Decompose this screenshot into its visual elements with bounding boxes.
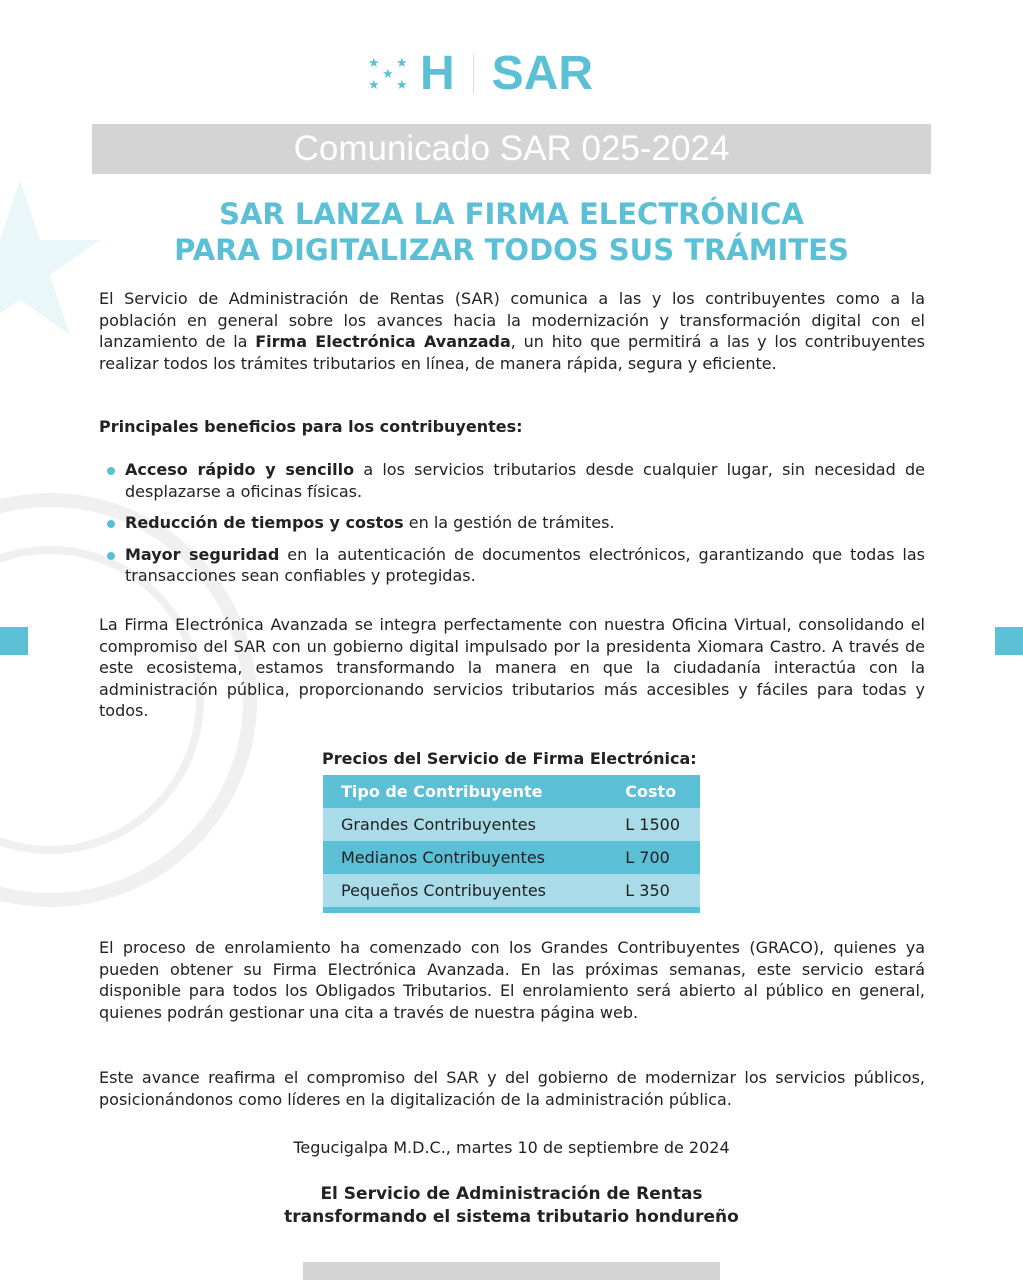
logo-divider [473, 54, 474, 94]
benefits-list [99, 459, 925, 597]
side-marker-right [995, 627, 1023, 655]
headline-line-1: SAR LANZA LA FIRMA ELECTRÓNICA [219, 197, 804, 231]
table-row: Grandes Contribuyentes L 1500 [323, 808, 700, 841]
logo-name: SAR [491, 47, 594, 100]
headline [60, 196, 963, 268]
logo-mark: H [420, 47, 455, 100]
closing-line-2: transformando el sistema tributario hondureño [284, 1207, 739, 1227]
footer-bar [303, 1262, 720, 1280]
benefits-title: Principales beneficios para los contribuyentes: [99, 417, 523, 436]
headline-line-2: PARA DIGITALIZAR TODOS SUS TRÁMITES [174, 233, 849, 267]
stars-icon: ★ ★ ★ ★ ★ [368, 55, 408, 93]
prices-title: Precios del Servicio de Firma Electrónica: [322, 749, 697, 768]
intro-paragraph: El Servicio de Administración de Rentas (SAR) comunica a las y los contribuyentes como a la población en general sobre los avances hacia la modernización y transformación digital con el lanzamiento de la Firma Electrónica Avanzada, un hito que permitirá a las y los contribuyentes realizar todos los trámites tributarios en línea, de manera rápida, segura y eficiente. [99, 289, 926, 373]
paragraph-enrolamiento: El proceso de enrolamiento ha comenzado con los Grandes Contribuyentes (GRACO), quienes ya pueden obtener su Firma Electrónica Avanzada. En las próximas semanas, este servicio estará disponible para todos los Obligados Tributarios. El enrolamiento será abierto al público en general, quienes podrán gestionar una cita a través de nuestra página web. [99, 938, 925, 1022]
table-row: Pequeños Contribuyentes L 350 [323, 874, 700, 910]
paragraph-avance: Este avance reafirma el compromiso del SAR y del gobierno de modernizar los servicios públicos, posicionándonos como líderes en la digitalización de la administración pública. [99, 1068, 925, 1109]
list-item: Acceso rápido y sencillo a los servicios tributarios desde cualquier lugar, sin necesidad de desplazarse a oficinas físicas. [99, 459, 925, 502]
sar-logo [368, 47, 594, 100]
prices-table [323, 775, 700, 913]
table-header: Tipo de Contribuyente Costo [323, 775, 700, 808]
paragraph-oficina-virtual: La Firma Electrónica Avanzada se integra perfectamente con nuestra Oficina Virtual, consolidando el compromiso del SAR con un gobierno digital impulsado por la presidenta Xiomara Castro. A través de este ecosistema, estamos transformando la manera en que la ciudadanía interactúa con la administración pública, proporcionando servicios tributarios más accesibles y fáciles para todas y todos. [99, 615, 925, 721]
communique-number: Comunicado SAR 025-2024 [92, 124, 931, 174]
list-item: Mayor seguridad en la autenticación de documentos electrónicos, garantizando que todas las transacciones sean confiables y protegidas. [99, 544, 925, 587]
table-row: Medianos Contribuyentes L 700 [323, 841, 700, 874]
place-date: Tegucigalpa M.D.C., martes 10 de septiembre de 2024 [293, 1138, 730, 1157]
closing-slogan [0, 1183, 1023, 1229]
closing-line-1: El Servicio de Administración de Rentas [320, 1184, 703, 1204]
list-item: Reducción de tiempos y costos en la gestión de trámites. [99, 512, 925, 534]
side-marker-left [0, 627, 28, 655]
